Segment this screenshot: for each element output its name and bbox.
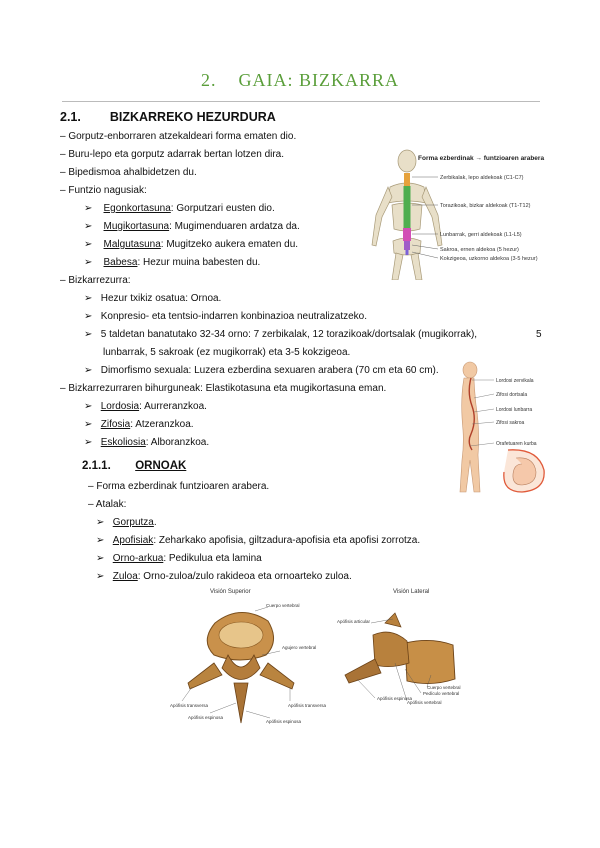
part-desc: : Orno-zuloa/zulo rakideoa eta ornoarteko zuloa. xyxy=(137,571,352,582)
title-text: GAIA: BIZKARRA xyxy=(238,70,399,90)
part-item xyxy=(96,571,352,582)
coccyx-segment xyxy=(406,250,409,255)
curve-term: Lordosia xyxy=(100,401,140,412)
spine-item-text: Hezur txikiz osatua: Ornoa. xyxy=(100,293,222,304)
vertebra-lateral-figure xyxy=(335,583,485,713)
part-term: Orno-arkua xyxy=(112,553,164,564)
curves-heading: – Bizkarrezurraren bihurguneak: Elastikotasuna eta mugikortasuna eman. xyxy=(60,383,387,394)
curve-item xyxy=(84,401,207,412)
spine-item-text: 5 taldetan banatutako 32-34 orno: 7 zerbikalak, 12 torazikoak/dortsalak (mugikorrak), xyxy=(100,329,478,340)
part-item xyxy=(96,517,157,528)
orno-intro-line: – Atalak: xyxy=(88,499,127,510)
skeleton-label: Kokzigeoa, uzkorno aldekoa (3-5 hezur) xyxy=(440,256,538,262)
function-desc: : Mugimenduaren ardatza da. xyxy=(169,221,300,232)
arrow-bullet-icon: ➢ xyxy=(84,203,93,214)
spine-item xyxy=(84,311,367,322)
function-term: Malgutasuna xyxy=(103,239,161,250)
function-term: Mugikortasuna xyxy=(103,221,170,232)
function-item xyxy=(84,257,260,268)
part-term: Zuloa xyxy=(112,571,138,582)
function-item xyxy=(84,239,298,250)
part-item xyxy=(96,535,420,546)
vertebra-label: Apófisis espinosa xyxy=(266,719,302,724)
arrow-bullet-icon: ➢ xyxy=(96,553,105,564)
curve-item xyxy=(84,437,209,448)
curve-label: Zifosi dortsala xyxy=(496,392,528,398)
arrow-bullet-icon: ➢ xyxy=(84,239,93,250)
vertebra-label: Cuerpo vertebral xyxy=(427,685,461,690)
spine-item xyxy=(84,293,221,304)
spinal-curves-figure xyxy=(450,360,570,500)
vertebra-label: Apófisis articular xyxy=(337,619,371,624)
curve-label: Lordosi lunbarra xyxy=(496,407,533,413)
section-text: BIZKARREKO HEZURDURA xyxy=(109,110,276,124)
function-desc: : Gorputzari eusten dio. xyxy=(170,203,275,214)
spine-item-text: Konpresio- eta tentsio-indarren konbinazioa neutralizatzeko. xyxy=(100,311,368,322)
subsection-number: 2.1.1. xyxy=(82,460,111,472)
part-desc: . xyxy=(153,517,157,528)
vertebra-superior-figure xyxy=(170,583,340,741)
skeleton-figure xyxy=(360,145,570,280)
fetus-illustration xyxy=(504,450,544,492)
page-title xyxy=(0,70,600,91)
function-desc: : Mugitzeko aukera ematen du. xyxy=(160,239,299,250)
title-divider xyxy=(62,101,540,102)
vertebra-label: Pedículo vertebral xyxy=(423,691,460,696)
arrow-bullet-icon: ➢ xyxy=(84,329,93,340)
intro-line: – Funtzio nagusiak: xyxy=(60,185,147,196)
vertebra-label: Apófisis transversa xyxy=(288,703,327,708)
vertebra-label: Cuerpo vertebral xyxy=(266,603,300,608)
arrow-bullet-icon: ➢ xyxy=(84,293,93,304)
curve-label: Orafetuaren kurba xyxy=(496,441,537,447)
curve-term: Zifosia xyxy=(100,419,131,430)
arrow-bullet-icon: ➢ xyxy=(84,257,93,268)
arrow-bullet-icon: ➢ xyxy=(84,419,93,430)
spine-item xyxy=(84,365,439,376)
curve-term: Eskoliosia xyxy=(100,437,146,448)
arrow-bullet-icon: ➢ xyxy=(96,517,105,528)
curve-label: Zifosi sakroa xyxy=(496,420,525,426)
curve-item xyxy=(84,419,194,430)
spine-heading: – Bizkarrezurra: xyxy=(60,275,131,286)
curve-desc: : Alboranzkoa. xyxy=(145,437,210,448)
intro-line: – Gorputz-enborraren atzekaldeari forma ematen dio. xyxy=(60,131,297,142)
title-number: 2. xyxy=(201,70,217,90)
curve-desc: : Atzeranzkoa. xyxy=(130,419,194,430)
skeleton-label: Sakroa, ernen aldekoa (5 hezur) xyxy=(440,247,519,253)
intro-line: – Buru-lepo eta gorputz adarrak bertan lotzen dira. xyxy=(60,149,285,160)
arrow-bullet-icon: ➢ xyxy=(84,311,93,322)
arrow-bullet-icon: ➢ xyxy=(96,571,105,582)
function-item xyxy=(84,221,300,232)
spine-item-continuation: lunbarrak, 5 sakroak (ez mugikorrak) eta 3-5 kokzigeoa. xyxy=(103,347,351,358)
part-desc: : Zeharkako apofisia, giltzadura-apofisia eta apofisi zorrotza. xyxy=(153,535,421,546)
vertebra-label: Apófisis espinosa xyxy=(377,696,413,701)
vertebra-label: Apófisis espinosa xyxy=(188,715,224,720)
function-desc: : Hezur muina babesten du. xyxy=(137,257,261,268)
curve-label: Lordosi zervikala xyxy=(496,378,534,384)
spine-item-tail: 5 xyxy=(536,329,542,340)
orno-intro-line: – Forma ezberdinak funtzioaren arabera. xyxy=(88,481,270,492)
function-item xyxy=(84,203,275,214)
arrow-bullet-icon: ➢ xyxy=(96,535,105,546)
skeleton-label: Lunbarrak, gerri aldekoak (L1-L5) xyxy=(440,232,522,238)
vertebra-label: Agujero vertebral xyxy=(282,645,317,650)
skeleton-label: Zerbikalak, lepo aldekoak (C1-C7) xyxy=(440,175,524,181)
function-term: Egonkortasuna xyxy=(103,203,171,214)
part-item xyxy=(96,553,262,564)
vertebra-label: Apófisis vertebral xyxy=(407,700,442,705)
vertebra-superior-title: Visión Superior xyxy=(210,589,251,595)
section-number: 2.1. xyxy=(60,110,81,124)
part-term: Gorputza xyxy=(112,517,154,528)
intro-line: – Bipedismoa ahalbidetzen du. xyxy=(60,167,197,178)
curve-desc: : Aurreranzkoa. xyxy=(139,401,207,412)
function-term: Babesa xyxy=(103,257,138,268)
subsection-text: ORNOAK xyxy=(135,460,187,472)
vertebra-label: Apófisis transversa xyxy=(170,703,209,708)
arrow-bullet-icon: ➢ xyxy=(84,401,93,412)
spine-item-text: Dimorfismo sexuala: Luzera ezberdina sexuaren arabera (70 cm eta 60 cm). xyxy=(100,365,439,376)
sacrum-segment xyxy=(404,241,410,250)
section-heading xyxy=(60,110,276,124)
vertebra-lateral-title: Visión Lateral xyxy=(393,589,430,595)
lumbar-segment xyxy=(403,228,411,241)
arrow-bullet-icon: ➢ xyxy=(84,365,93,376)
spine-item xyxy=(84,329,477,340)
arrow-bullet-icon: ➢ xyxy=(84,437,93,448)
cervical-segment xyxy=(404,173,410,186)
arrow-bullet-icon: ➢ xyxy=(84,221,93,232)
subsection-heading xyxy=(82,460,186,472)
part-desc: : Pedikulua eta lamina xyxy=(163,553,262,564)
skeleton-label: Torazikoak, bizkar aldekoak (T1-T12) xyxy=(440,203,531,209)
skeleton-heading: Forma ezberdinak → funtzioaren arabera xyxy=(418,155,545,162)
part-term: Apofisiak xyxy=(112,535,154,546)
thoracic-segment xyxy=(404,186,411,228)
